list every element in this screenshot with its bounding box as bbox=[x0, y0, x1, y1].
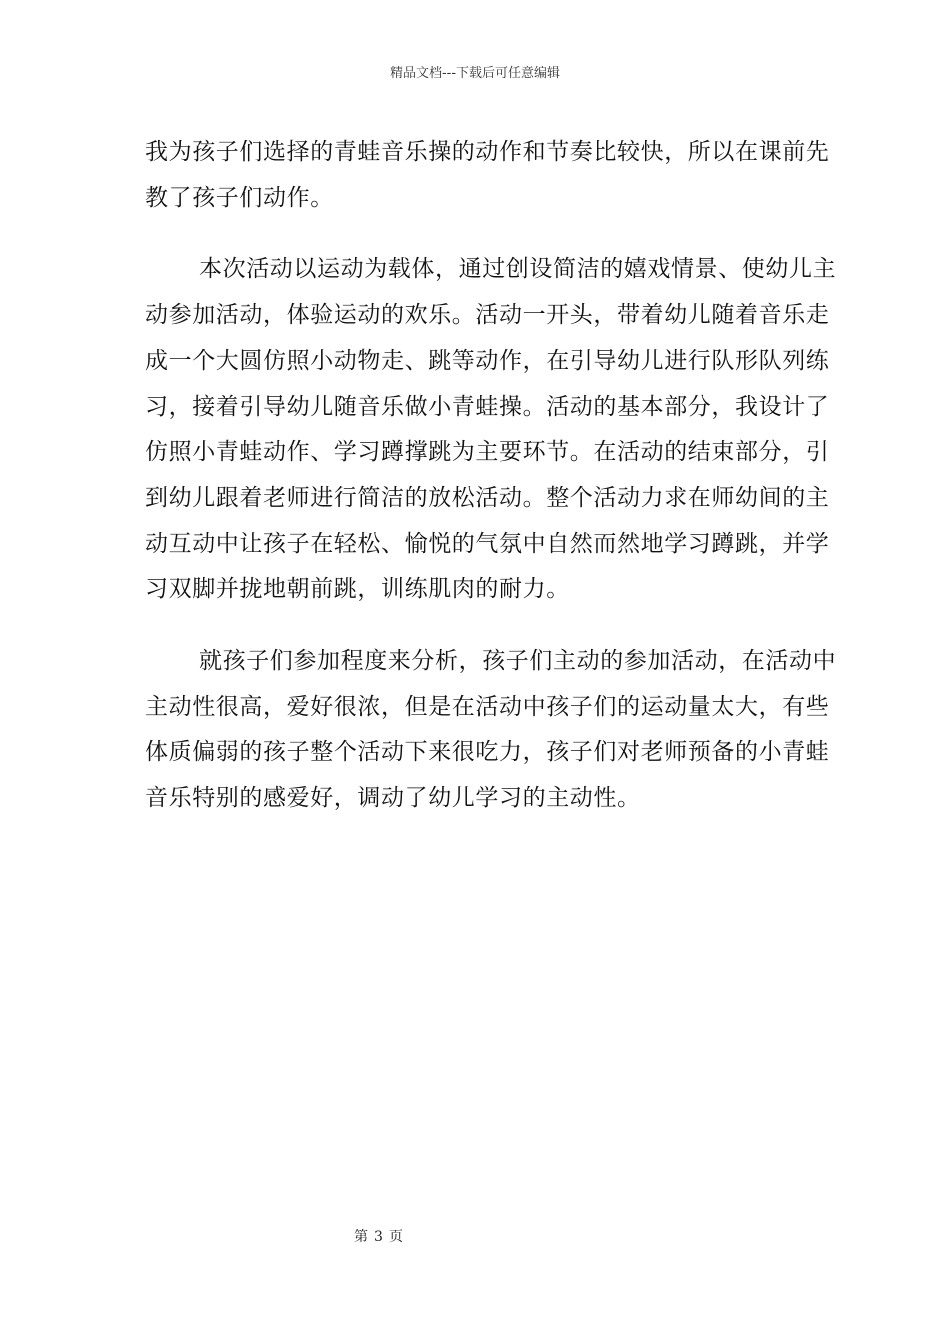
text-line: 到幼儿跟着老师进行简洁的放松活动。整个活动力求在师幼间的主 bbox=[145, 484, 830, 511]
text-line: 仿照小青蛙动作、学习蹲撑跳为主要环节。在活动的结束部分，引 bbox=[145, 439, 830, 466]
paragraph-3 bbox=[145, 639, 837, 822]
text-line: 动互动中让孩子在轻松、愉悦的气氛中自然而然地学习蹲跳，并学 bbox=[145, 530, 830, 557]
text-line: 成一个大圆仿照小动物走、跳等动作，在引导幼儿进行队形队列练 bbox=[145, 347, 830, 374]
page-number-prefix: 第 bbox=[354, 1229, 369, 1245]
text-line: 我为孩子们选择的青蛙音乐操的动作和节奏比较快，所以在课前先 bbox=[145, 139, 830, 165]
paragraph-1 bbox=[145, 130, 830, 221]
text-line: 本次活动以运动为载体，通过创设简洁的嬉戏情景、使幼儿主 bbox=[199, 256, 837, 283]
text-line: 教了孩子们动作。 bbox=[145, 184, 334, 211]
page-number: 3 bbox=[374, 1229, 383, 1245]
page-header: 精品文档---下载后可任意编辑 bbox=[389, 66, 561, 81]
text-line: 音乐特别的感爱好，调动了幼儿学习的主动性。 bbox=[145, 785, 641, 812]
text-line: 主动性很高，爱好很浓，但是在活动中孩子们的运动量太大，有些 bbox=[145, 693, 830, 720]
text-line: 就孩子们参加程度来分析，孩子们主动的参加活动，在活动中 bbox=[199, 648, 837, 675]
page-number-suffix: 页 bbox=[388, 1229, 403, 1245]
text-line: 习双脚并拢地朝前跳，训练肌肉的耐力。 bbox=[145, 576, 570, 603]
document-body bbox=[145, 130, 837, 822]
text-line: 动参加活动，体验运动的欢乐。活动一开头，带着幼儿随着音乐走 bbox=[145, 302, 830, 329]
text-line: 习，接着引导幼儿随音乐做小青蛙操。活动的基本部分，我设计了 bbox=[145, 393, 830, 420]
text-line: 体质偏弱的孩子整个活动下来很吃力，孩子们对老师预备的小青蛙 bbox=[145, 739, 830, 766]
paragraph-2 bbox=[145, 247, 837, 613]
page-footer bbox=[0, 1228, 757, 1246]
